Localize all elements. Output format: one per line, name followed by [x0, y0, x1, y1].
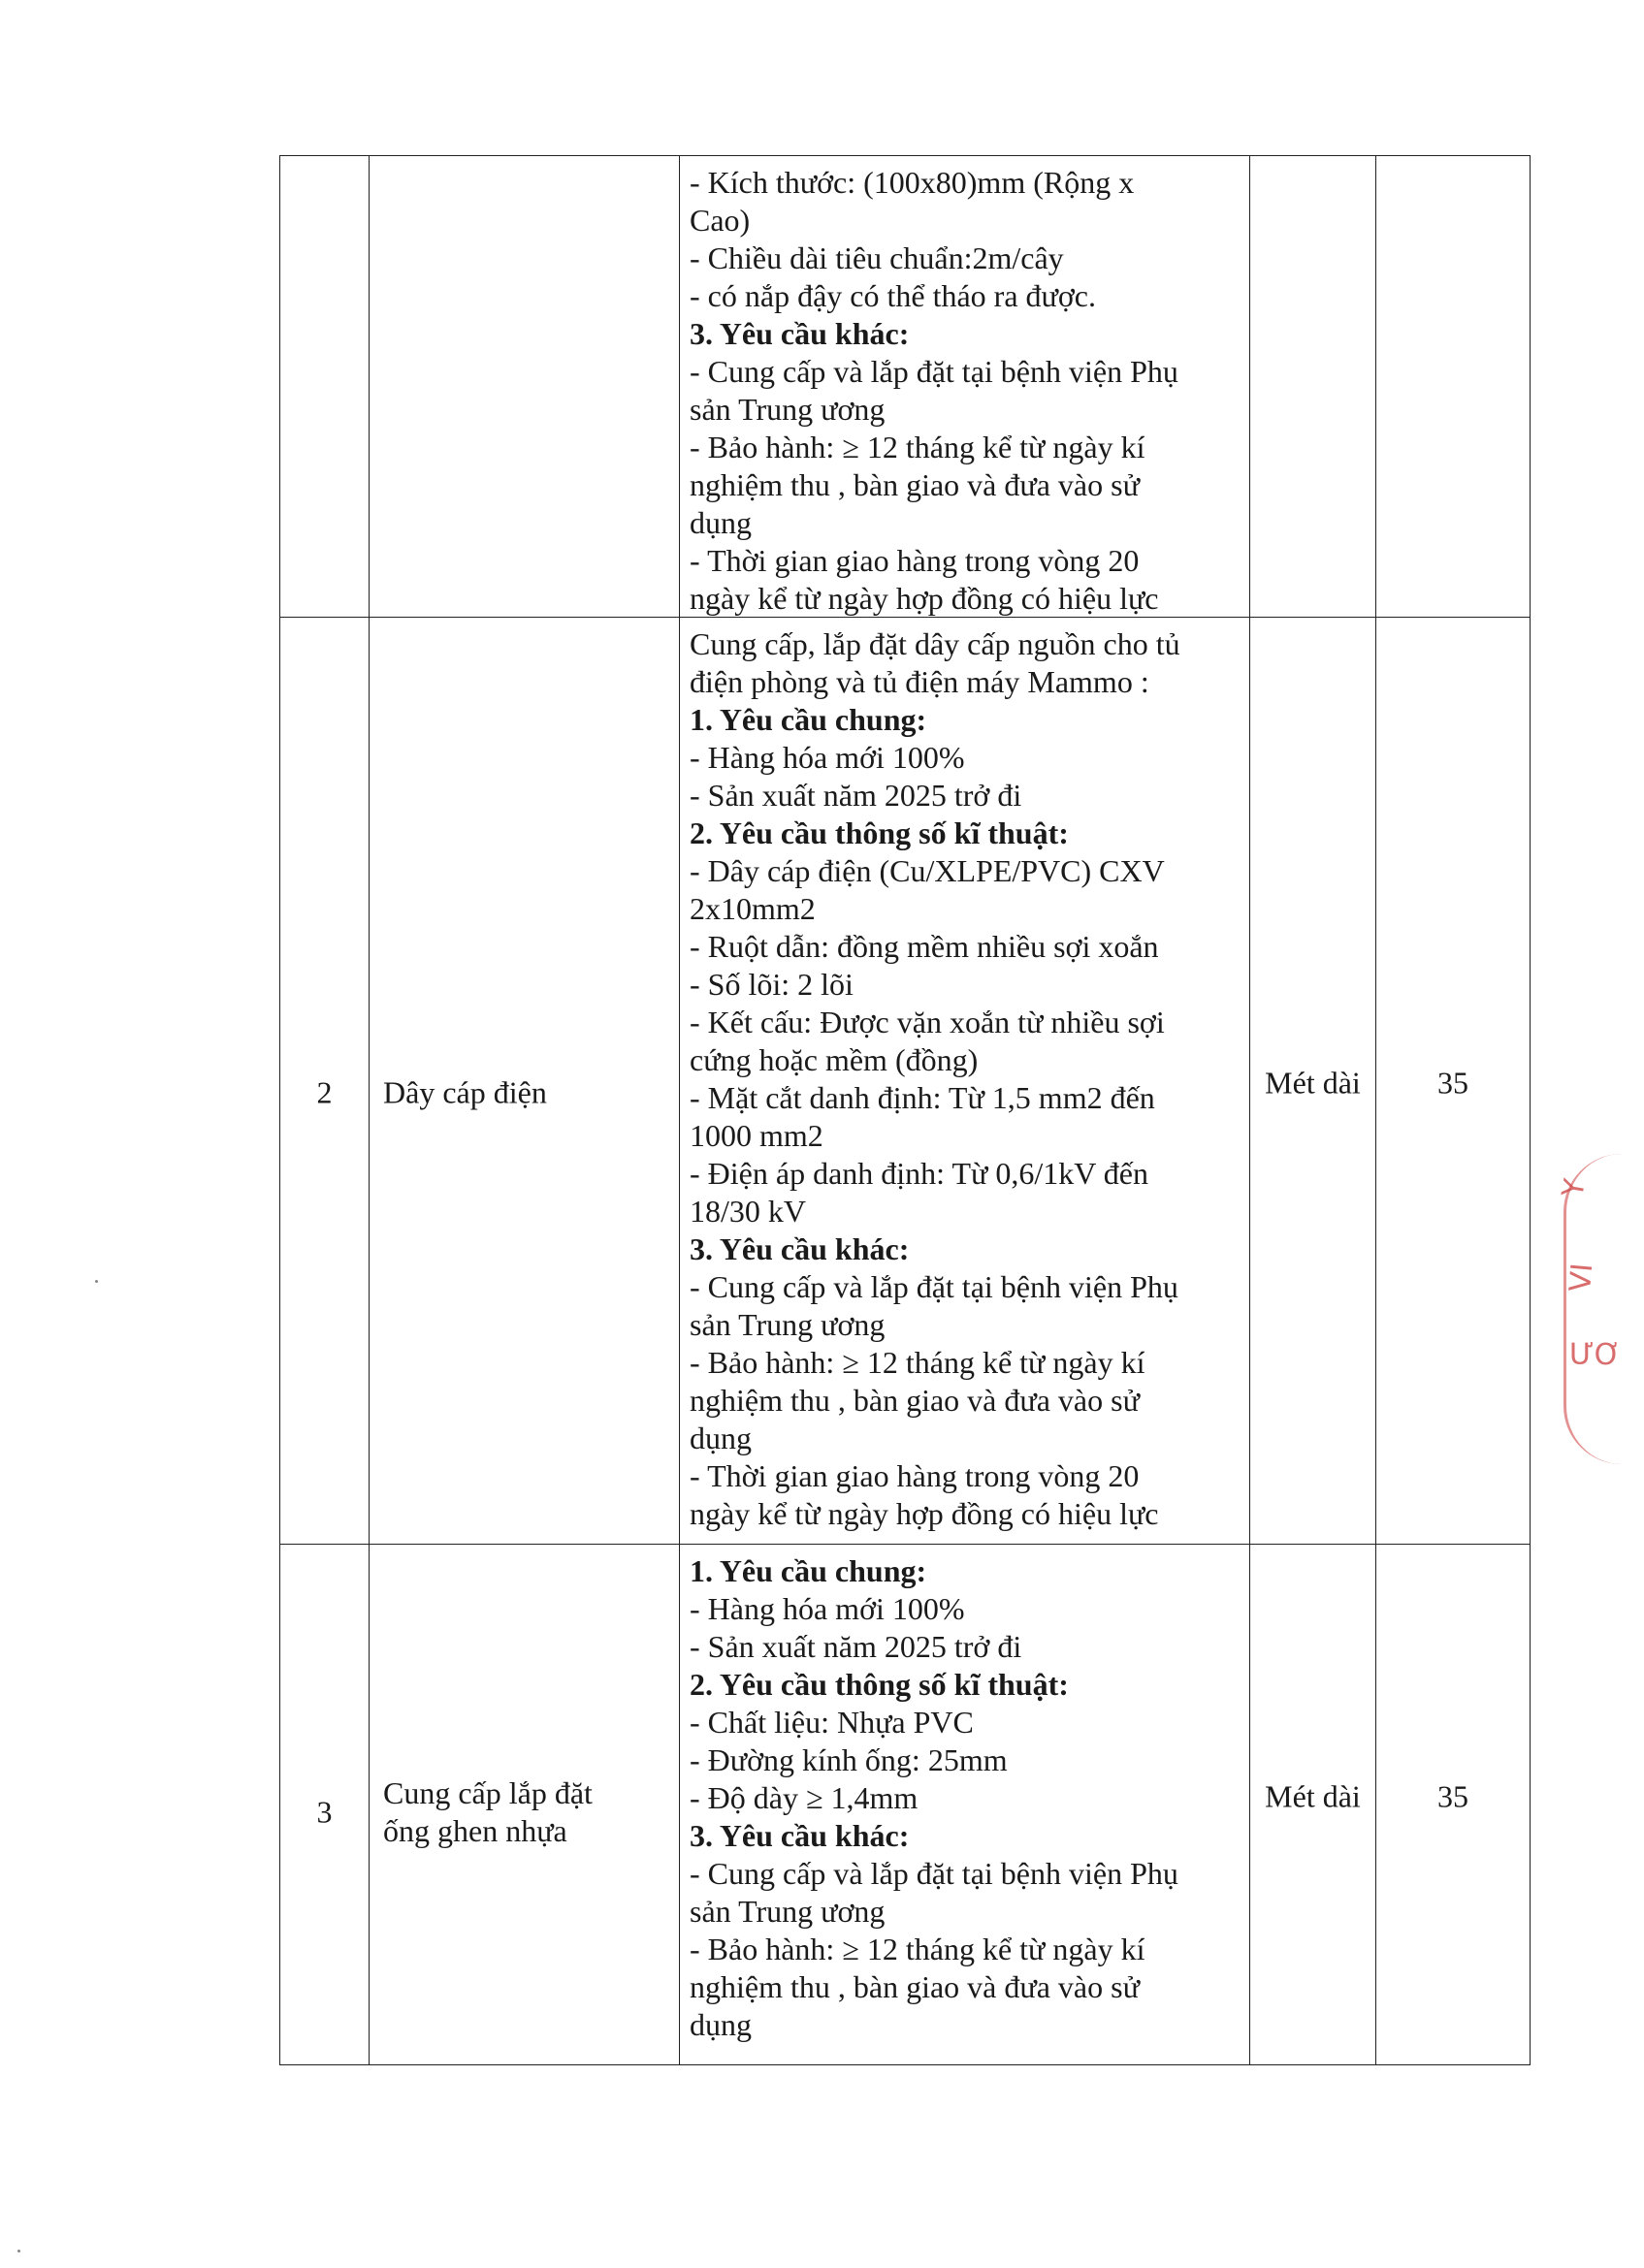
scan-speck — [17, 2250, 20, 2252]
unit-text: Mét dài — [1265, 1065, 1361, 1101]
spec-line: - Ruột dẫn: đồng mềm nhiều sợi xoắn — [690, 929, 1159, 964]
spec-line: - Sản xuất năm 2025 trở đi — [690, 1629, 1022, 1664]
spec-line: ngày kể từ ngày hợp đồng có hiệu lực — [690, 581, 1159, 616]
spec-heading: 3. Yêu cầu khác: — [690, 1231, 910, 1266]
table-row — [279, 1544, 1531, 2065]
spec-cell — [679, 1544, 1249, 2065]
spec-lines — [690, 164, 1240, 618]
spec-line: - Thời gian giao hàng trong vòng 20 — [690, 1458, 1140, 1493]
spec-line: - Hàng hóa mới 100% — [690, 740, 965, 775]
spec-line: nghiệm thu , bàn giao và đưa vào sử — [690, 1969, 1140, 2004]
stamp-glyph: ƯƠ — [1569, 1338, 1622, 1372]
stt-cell — [279, 1544, 369, 2065]
unit-cell — [1249, 1544, 1375, 2065]
spec-line: - Điện áp danh định: Từ 0,6/1kV đến — [690, 1156, 1148, 1191]
quantity-cell — [1375, 155, 1531, 617]
spec-line: - Cung cấp và lắp đặt tại bệnh viện Phụ — [690, 1269, 1178, 1304]
spec-line: 2x10mm2 — [690, 891, 816, 926]
spec-line: - Bảo hành: ≥ 12 tháng kể từ ngày kí — [690, 1345, 1145, 1380]
spec-heading: 1. Yêu cầu chung: — [690, 702, 927, 737]
spec-line: - Độ dày ≥ 1,4mm — [690, 1780, 919, 1815]
spec-line: - Sản xuất năm 2025 trở đi — [690, 778, 1022, 813]
spec-cell — [679, 155, 1249, 617]
spec-line: - Cung cấp và lắp đặt tại bệnh viện Phụ — [690, 1856, 1178, 1891]
unit-cell — [1249, 617, 1375, 1544]
spec-lines — [690, 625, 1240, 1533]
unit-text: Mét dài — [1265, 1778, 1361, 1814]
spec-line: - Đường kính ống: 25mm — [690, 1742, 1008, 1777]
item-name-line: ống ghen nhựa — [383, 1813, 567, 1848]
unit-cell — [1249, 155, 1375, 617]
spec-line: Cao) — [690, 203, 751, 238]
red-stamp-fragment — [1544, 1154, 1622, 1464]
spec-line: - Kích thước: (100x80)mm (Rộng x — [690, 165, 1135, 200]
spec-line: sản Trung ương — [690, 1894, 886, 1929]
spec-line: Cung cấp, lắp đặt dây cấp nguồn cho tủ — [690, 626, 1180, 661]
spec-line: - Mặt cắt danh định: Từ 1,5 mm2 đến — [690, 1080, 1155, 1115]
spec-heading: 2. Yêu cầu thông số kĩ thuật: — [690, 1667, 1069, 1702]
item-name-line: Cung cấp lắp đặt — [383, 1775, 593, 1810]
spec-line: nghiệm thu , bàn giao và đưa vào sử — [690, 467, 1140, 502]
spec-line: - Cung cấp và lắp đặt tại bệnh viện Phụ — [690, 354, 1178, 389]
spec-line: cứng hoặc mềm (đồng) — [690, 1042, 979, 1077]
spec-line: - Chiều dài tiêu chuẩn:2m/cây — [690, 240, 1064, 275]
spec-line: sản Trung ương — [690, 1307, 886, 1342]
stt-number: 3 — [316, 1794, 333, 1830]
spec-heading: 3. Yêu cầu khác: — [690, 316, 910, 351]
quantity-text: 35 — [1437, 1778, 1468, 1814]
spec-line: - có nắp đậy có thể tháo ra được. — [690, 278, 1096, 313]
spec-line: - Kết cấu: Được vặn xoắn từ nhiều sợi — [690, 1005, 1165, 1039]
spec-line: dụng — [690, 1421, 752, 1455]
spec-lines — [690, 1552, 1240, 2044]
spec-line: điện phòng và tủ điện máy Mammo : — [690, 664, 1149, 699]
spec-line: dụng — [690, 2007, 752, 2042]
stt-cell — [279, 155, 369, 617]
spec-heading: 3. Yêu cầu khác: — [690, 1818, 910, 1853]
spec-line: - Số lõi: 2 lõi — [690, 967, 854, 1002]
stamp-glyph: Y — [1556, 1176, 1593, 1200]
spec-line: 18/30 kV — [690, 1194, 806, 1229]
quantity-cell — [1375, 1544, 1531, 2065]
spec-line: - Dây cáp điện (Cu/XLPE/PVC) CXV — [690, 853, 1165, 888]
table-row — [279, 617, 1531, 1544]
spec-line: dụng — [690, 505, 752, 540]
item-name-cell — [369, 1544, 679, 2065]
table-row — [279, 155, 1531, 617]
spec-line: - Bảo hành: ≥ 12 tháng kể từ ngày kí — [690, 430, 1145, 464]
stamp-glyph: VI — [1563, 1262, 1600, 1294]
quantity-cell — [1375, 617, 1531, 1544]
spec-line: - Thời gian giao hàng trong vòng 20 — [690, 543, 1140, 578]
stt-cell — [279, 617, 369, 1544]
spec-heading: 1. Yêu cầu chung: — [690, 1553, 927, 1588]
spec-heading: 2. Yêu cầu thông số kĩ thuật: — [690, 815, 1069, 850]
spec-line: sản Trung ương — [690, 392, 886, 427]
spec-line: 1000 mm2 — [690, 1118, 823, 1153]
item-name — [383, 1074, 671, 1112]
quantity-text: 35 — [1437, 1065, 1468, 1101]
spec-line: ngày kể từ ngày hợp đồng có hiệu lực — [690, 1496, 1159, 1531]
spec-line: nghiệm thu , bàn giao và đưa vào sử — [690, 1383, 1140, 1418]
spec-line: - Bảo hành: ≥ 12 tháng kể từ ngày kí — [690, 1932, 1145, 1966]
item-name-line: Dây cáp điện — [383, 1074, 547, 1110]
item-name-cell — [369, 155, 679, 617]
stt-number: 2 — [316, 1074, 333, 1110]
item-name — [383, 1774, 671, 1850]
item-name-cell — [369, 617, 679, 1544]
spec-line: - Hàng hóa mới 100% — [690, 1591, 965, 1626]
spec-line: - Chất liệu: Nhựa PVC — [690, 1705, 974, 1740]
stamp-arc — [1563, 1154, 1644, 1464]
scan-speck — [95, 1280, 98, 1283]
spec-cell — [679, 617, 1249, 1544]
